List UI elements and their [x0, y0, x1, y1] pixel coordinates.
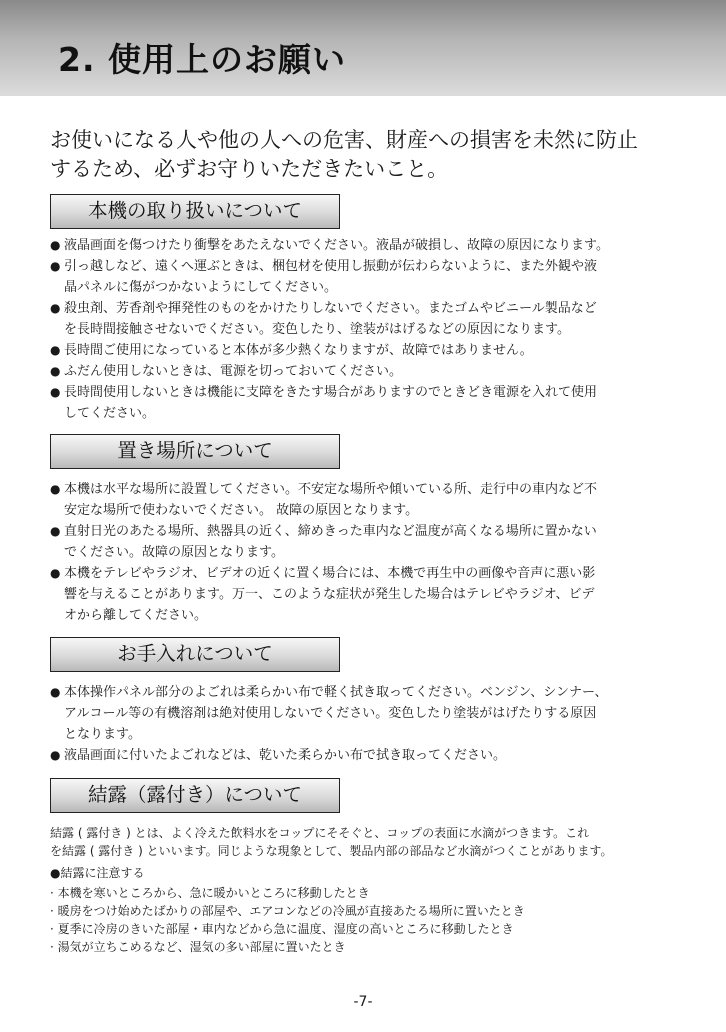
list-item: ● ふだん使用しないときは、電源を切っておいてください。	[50, 361, 690, 382]
page-number: -7-	[353, 994, 373, 1010]
section-header-care: お手入れについて	[50, 637, 340, 672]
list-item: ● 液晶画面を傷つけたり衝撃をあたえないでください。液晶が破損し、故障の原因になります。	[50, 235, 690, 256]
section-header-handling: 本機の取り扱いについて	[50, 194, 340, 229]
list-item: ● 本機をテレビやラジオ、ビデオの近くに置く場合には、本機で再生中の画像や音声に悪い影 響を与えることがあります。万一、このような症状が発生した場合はテレビやラジオ、ビデ オから離してください。	[50, 563, 690, 626]
intro-line: するため、必ずお守りいただきたいこと。	[50, 157, 449, 181]
list-item: · 本機を寒いところから、急に暖かいところに移動したとき	[50, 886, 370, 900]
condensation-conditions	[50, 884, 670, 956]
list-item: ● 長時間ご使用になっていると本体が多少熱くなりますが、故障ではありません。	[50, 340, 690, 361]
list-item: ● 殺虫剤、芳香剤や揮発性のものをかけたりしないでください。またゴムやビニール製品など を長時間接触させないでください。変色したり、塗装がはげるなどの原因になります。	[50, 298, 690, 340]
paragraph-line: を結露 ( 露付き ) といいます。同じような現象として、製品内部の部品など水滴がつくことがあります。	[50, 844, 613, 858]
handling-list	[50, 235, 690, 424]
paragraph-line: 結露 ( 露付き ) とは、よく冷えた飲料水をコップにそそぐと、コップの表面に水滴がつきます。これ	[50, 826, 590, 840]
caution-heading	[50, 864, 145, 882]
section-header-condensation: 結露（露付き）について	[50, 778, 340, 813]
list-item: · 夏季に冷房のきいた部屋・車内などから急に温度、湿度の高いところに移動したとき	[50, 922, 514, 936]
section-header-placement: 置き場所について	[50, 434, 340, 469]
list-item: ● 本機は水平な場所に設置してください。不安定な場所や傾いている所、走行中の車内など不 安定な場所で使わないでください。 故障の原因となります。	[50, 479, 690, 521]
list-item: ● 引っ越しなど、遠くへ運ぶときは、梱包材を使用し振動が伝わらないように、また外観や液 晶パネルに傷がつかないようにしてください。	[50, 256, 690, 298]
care-list	[50, 682, 690, 766]
list-item: ● 直射日光のあたる場所、熱器具の近く、締めきった車内など温度が高くなる場所に置かない でください。故障の原因となります。	[50, 521, 690, 563]
list-item: · 暖房をつけ始めたばかりの部屋や、エアコンなどの冷風が直接あたる場所に置いたとき	[50, 904, 525, 918]
bullet-icon: ●	[50, 866, 61, 880]
list-item: ● 液晶画面に付いたよごれなどは、乾いた柔らかい布で拭き取ってください。	[50, 745, 690, 766]
intro-line: お使いになる人や他の人への危害、財産への損害を未然に防止	[50, 128, 638, 152]
list-item: · 湯気が立ちこめるなど、湿気の多い部屋に置いたとき	[50, 940, 346, 954]
list-item: ● 長時間使用しないときは機能に支障をきたす場合がありますのでときどき電源を入れて使用 してください。	[50, 382, 690, 424]
intro-text	[50, 126, 700, 184]
list-item: ● 本体操作パネル部分のよごれは柔らかい布で軽く拭き取ってください。ベンジン、シンナー、 アルコール等の有機溶剤は絶対使用しないでください。変色したり塗装がはげたりする原因 となります。	[50, 682, 690, 745]
placement-list	[50, 479, 690, 626]
page-title: 2. 使用上のお願い	[58, 40, 346, 79]
condensation-description	[50, 824, 710, 860]
caution-title: 結露に注意する	[60, 866, 145, 880]
